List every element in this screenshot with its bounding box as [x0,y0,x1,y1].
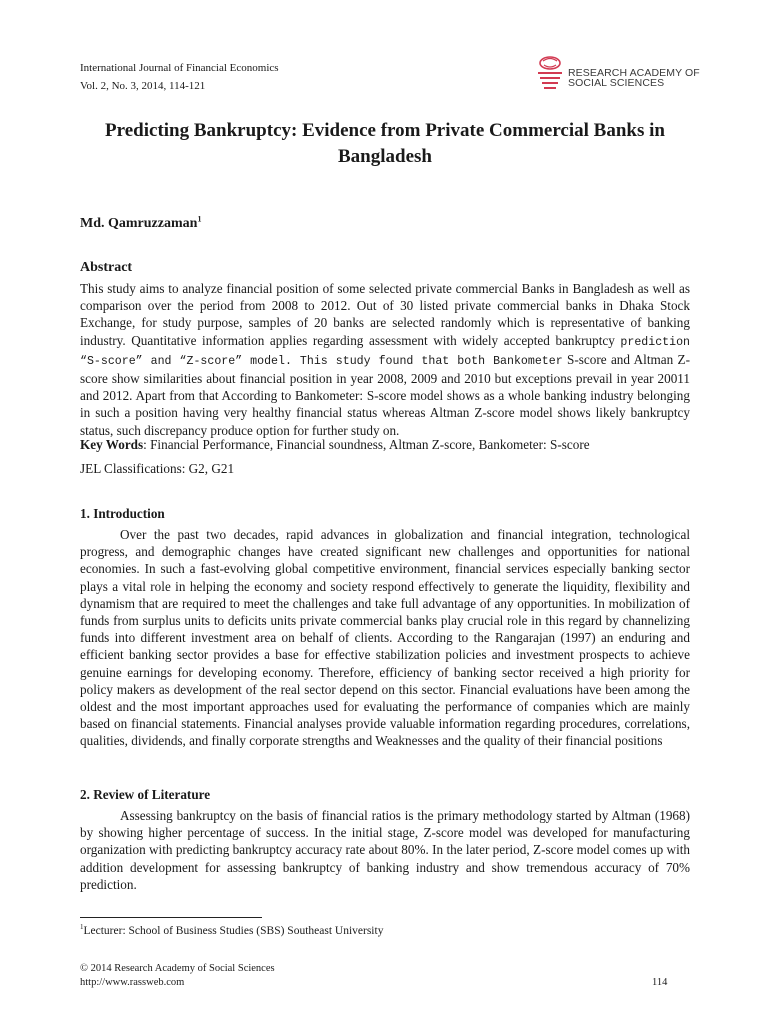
publisher-url: http://www.rassweb.com [80,977,185,988]
footnote-text: Lecturer: School of Business Studies (SBS) Southeast University [83,925,384,937]
abstract-text [80,280,690,439]
author [80,216,201,232]
abstract-heading: Abstract [80,260,133,275]
review-text: Assessing bankruptcy on the basis of financial ratios is the primary methodology started by Altman (1968) by showing higher percentage of success. In the initial stage, Z-score model was developed for manufacturing organization with predicting bankruptcy accuracy rate about 80%. In the later period, Z-score model comes up with addition development for assessing bankruptcy of banking industry and show tremendous accuracy of 70% prediction. [80,808,690,892]
footnote-marker: 1 [80,923,84,932]
jel-classifications: JEL Classifications: G2, G21 [80,461,235,476]
author-footnote-marker: 1 [197,214,202,224]
author-name: Md. Qamruzzaman [80,216,198,231]
abstract-text-mono: prediction “S-score” and “Z-score” model. This study found that both Bankometer [80,335,690,368]
publisher-logo-line2: SOCIAL SCIENCES [568,77,665,89]
publisher-logo [534,54,700,94]
paper-title: Predicting Bankruptcy: Evidence from Private Commercial Banks in Bangladesh [105,120,665,167]
journal-volume: Vol. 2, No. 3, 2014, 114-121 [80,80,206,92]
abstract-text-part2: S-score and Altman Z-score show similarities about financial position in year 2008, 2009 and 2010 but exceptions prevail in year 20011 and 2012. Apart from that According to Bankometer: S-score model shows as a whole banking industry belonging in such a position having very healthy financial status whereas Altman Z-score model shows likely bankruptcy status, such discrepancy produce option for further study on. [80,351,690,438]
footnote [80,924,383,938]
review-heading: 2. Review of Literature [80,787,211,802]
introduction-text: Over the past two decades, rapid advances in globalization and financial integration, technological progress, and demographic changes have created significant new challenges and opportunities for national economies. In such a fast-evolving global competitive environment, financial services especially banking sector plays a vital role in helping the economy and society respond effectively to generate the liquidity, flexibility and dynamism that are required to meet the challenges and take full advantage of any opportunities. In mobilization of funds from surplus units to deficits units private commercial banks play crucial role in this regard by channelizing funds into different investment area on behalf of clients. According to the Rangarajan (1997) an enduring and efficient banking sector provides a base for effective stabilization policies and investment prospects to achieve genuine earnings for developing economy. Therefore, efficiency of banking sector received a high priority for policy makers as development of the real sector depend on this sector. Financial evaluations have been among the oldest and the most important approaches used for evaluating the performance of companies which are mainly based on financial statements. Financial analyses provide valuable information regarding procedures, correlations, qualities, dividends, and finally corporate strengths and Weaknesses and the quality of their financial positions [80,527,690,749]
keywords-label: Key Words [80,437,144,452]
publisher-logo-icon [534,54,570,92]
copyright: © 2014 Research Academy of Social Sciences [80,963,275,974]
introduction-heading: 1. Introduction [80,506,165,521]
journal-name: International Journal of Financial Economics [80,62,279,74]
abstract-text-part1: This study aims to analyze financial position of some selected private commercial Banks in Bangladesh as well as comparison over the period from 2008 to 2012. Out of 30 listed private commercial banks in Dhaka Stock Exchange, for study purpose, samples of 20 banks are selected randomly which is representative of banking industry. Quantitative information applies regarding assessment with widely accepted bankruptcy [80,281,690,348]
keywords-text: : Financial Performance, Financial soundness, Altman Z-score, Bankometer: S-score [143,437,590,452]
publisher-logo-line1: RESEARCH ACADEMY OF [568,67,700,79]
footnote-divider [80,917,262,918]
page-number: 114 [652,977,668,988]
keywords [80,436,590,453]
